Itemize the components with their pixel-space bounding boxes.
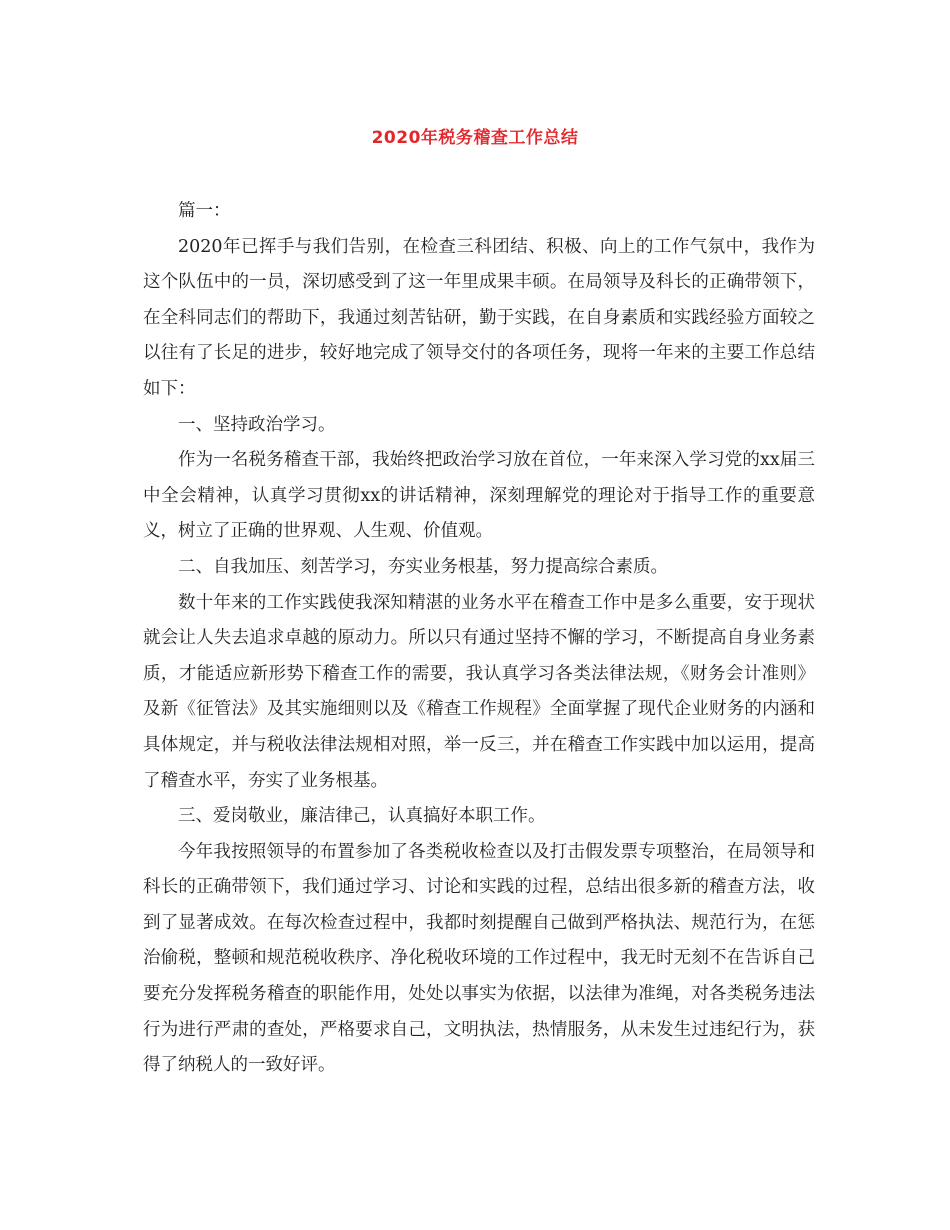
section-3-paragraph: 今年我按照领导的布置参加了各类税收检查以及打击假发票专项整治，在局领导和科长的正确带领下，我们通过学习、讨论和实践的过程，总结出很多新的稽查方法，收到了显著成效。在每次检查过程中，我都时刻提醒自己做到严格执法、规范行为，在惩治偷税，整顿和规范税收秩序、净化税收环境的工作过程中，我无时无刻不在告诉自己要充分发挥税务稽查的职能作用，处处以事实为依据，以法律为准绳，对各类税务违法行为进行严肃的查处，严格要求自己，文明执法，热情服务，从未发生过违纪行为，获得了纳税人的一致好评。 — [143, 841, 815, 1076]
document-title: 2020年税务稽查工作总结 — [371, 128, 579, 148]
section-heading-1: 一、坚持政治学习。 — [178, 414, 336, 435]
section-1-paragraph: 作为一名税务稽查干部，我始终把政治学习放在首位，一年来深入学习党的xx届三中全会精神，认真学习贯彻xx的讲话精神，深刻理解党的理论对于指导工作的重要意义，树立了正确的世界观、人生观、价值观。 — [143, 450, 815, 542]
section-heading-3: 三、爱岗敬业，廉洁律己，认真搞好本职工作。 — [178, 806, 546, 827]
document-body — [143, 194, 815, 1084]
intro-paragraph: 2020年已挥手与我们告别，在检查三科团结、积极、向上的工作气氛中，我作为这个队伍中的一员，深切感受到了这一年里成果丰硕。在局领导及科长的正确带领下，在全科同志们的帮助下，我通过刻苦钻研，勤于实践，在自身素质和实践经验方面较之以往有了长足的进步，较好地完成了领导交付的各项任务，现将一年来的主要工作总结如下： — [143, 236, 815, 399]
section-heading-2: 二、自我加压、刻苦学习，夯实业务根基，努力提高综合素质。 — [178, 556, 668, 577]
section-2-paragraph: 数十年来的工作实践使我深知精湛的业务水平在稽查工作中是多么重要，安于现状就会让人失去追求卓越的原动力。所以只有通过坚持不懈的学习，不断提高自身业务素质，才能适应新形势下稽查工作的需要，我认真学习各类法律法规，《财务会计准则》及新《征管法》及其实施细则以及《稽查工作规程》全面掌握了现代企业财务的内涵和具体规定，并与税收法律法规相对照，举一反三，并在稽查工作实践中加以运用，提高了稽查水平，夯实了业务根基。 — [143, 592, 815, 791]
section-heading-pian-yi: 篇一： — [178, 201, 231, 221]
